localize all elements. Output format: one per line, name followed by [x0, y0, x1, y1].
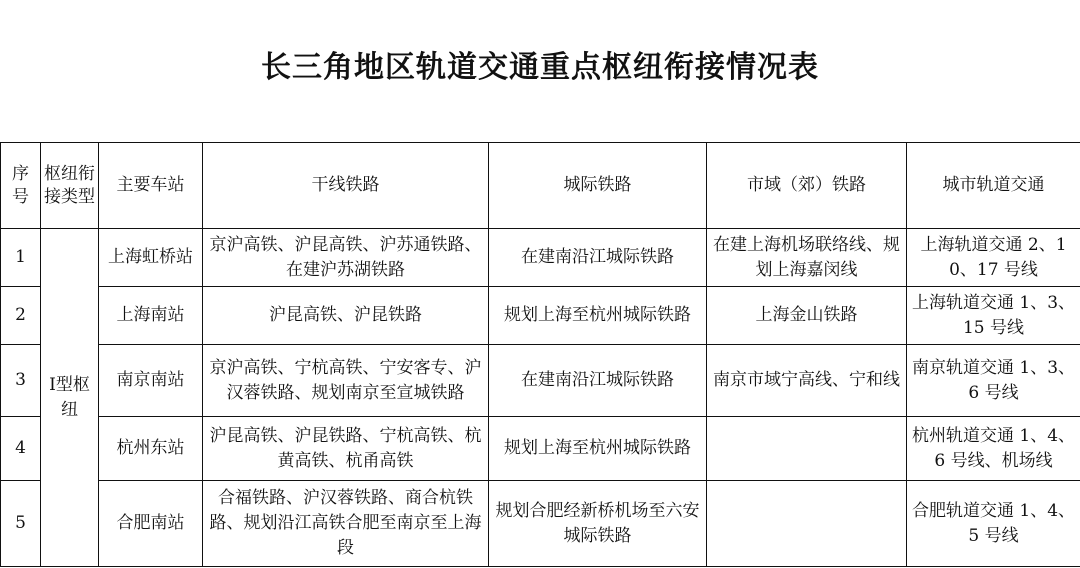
document-title: 长三角地区轨道交通重点枢纽衔接情况表 — [261, 50, 819, 85]
table-row — [1, 481, 1080, 567]
metro-cell: 上海轨道交通 1、3、15 号线 — [907, 287, 1080, 345]
metro-cell: 合肥轨道交通 1、4、5 号线 — [907, 481, 1080, 567]
intercity-rail-cell: 在建南沿江城际铁路 — [489, 229, 707, 287]
row-number: 1 — [1, 229, 41, 287]
table-row — [1, 417, 1080, 481]
table-row — [1, 345, 1080, 417]
trunk-rail-cell: 京沪高铁、沪昆高铁、沪苏通铁路、在建沪苏湖铁路 — [203, 229, 489, 287]
header-trunk-rail: 干线铁路 — [203, 143, 489, 229]
suburban-rail-cell — [707, 481, 907, 567]
metro-cell: 南京轨道交通 1、3、6 号线 — [907, 345, 1080, 417]
header-row — [1, 143, 1080, 229]
station-cell: 南京南站 — [99, 345, 203, 417]
row-number: 2 — [1, 287, 41, 345]
trunk-rail-cell: 沪昆高铁、沪昆铁路、宁杭高铁、杭黄高铁、杭甬高铁 — [203, 417, 489, 481]
hub-type-cell: I型枢纽 — [41, 229, 99, 567]
suburban-rail-cell: 上海金山铁路 — [707, 287, 907, 345]
table-row — [1, 287, 1080, 345]
station-cell: 杭州东站 — [99, 417, 203, 481]
suburban-rail-cell — [707, 417, 907, 481]
row-number: 5 — [1, 481, 41, 567]
station-cell: 上海虹桥站 — [99, 229, 203, 287]
metro-cell: 上海轨道交通 2、10、17 号线 — [907, 229, 1080, 287]
intercity-rail-cell: 规划上海至杭州城际铁路 — [489, 417, 707, 481]
suburban-rail-cell: 在建上海机场联络线、规划上海嘉闵线 — [707, 229, 907, 287]
station-cell: 上海南站 — [99, 287, 203, 345]
row-number: 4 — [1, 417, 41, 481]
suburban-rail-cell: 南京市域宁高线、宁和线 — [707, 345, 907, 417]
table-row — [1, 229, 1080, 287]
row-number: 3 — [1, 345, 41, 417]
header-intercity-rail: 城际铁路 — [489, 143, 707, 229]
intercity-rail-cell: 规划上海至杭州城际铁路 — [489, 287, 707, 345]
header-station: 主要车站 — [99, 143, 203, 229]
trunk-rail-cell: 沪昆高铁、沪昆铁路 — [203, 287, 489, 345]
trunk-rail-cell: 合福铁路、沪汉蓉铁路、商合杭铁路、规划沿江高铁合肥至南京至上海段 — [203, 481, 489, 567]
header-index: 序号 — [1, 143, 41, 229]
station-cell: 合肥南站 — [99, 481, 203, 567]
header-suburban-rail: 市域（郊）铁路 — [707, 143, 907, 229]
metro-cell: 杭州轨道交通 1、4、6 号线、机场线 — [907, 417, 1080, 481]
header-metro: 城市轨道交通 — [907, 143, 1080, 229]
intercity-rail-cell: 在建南沿江城际铁路 — [489, 345, 707, 417]
intercity-rail-cell: 规划合肥经新桥机场至六安城际铁路 — [489, 481, 707, 567]
header-hub-type: 枢纽衔接类型 — [41, 143, 99, 229]
hub-table — [0, 142, 1080, 567]
trunk-rail-cell: 京沪高铁、宁杭高铁、宁安客专、沪汉蓉铁路、规划南京至宣城铁路 — [203, 345, 489, 417]
